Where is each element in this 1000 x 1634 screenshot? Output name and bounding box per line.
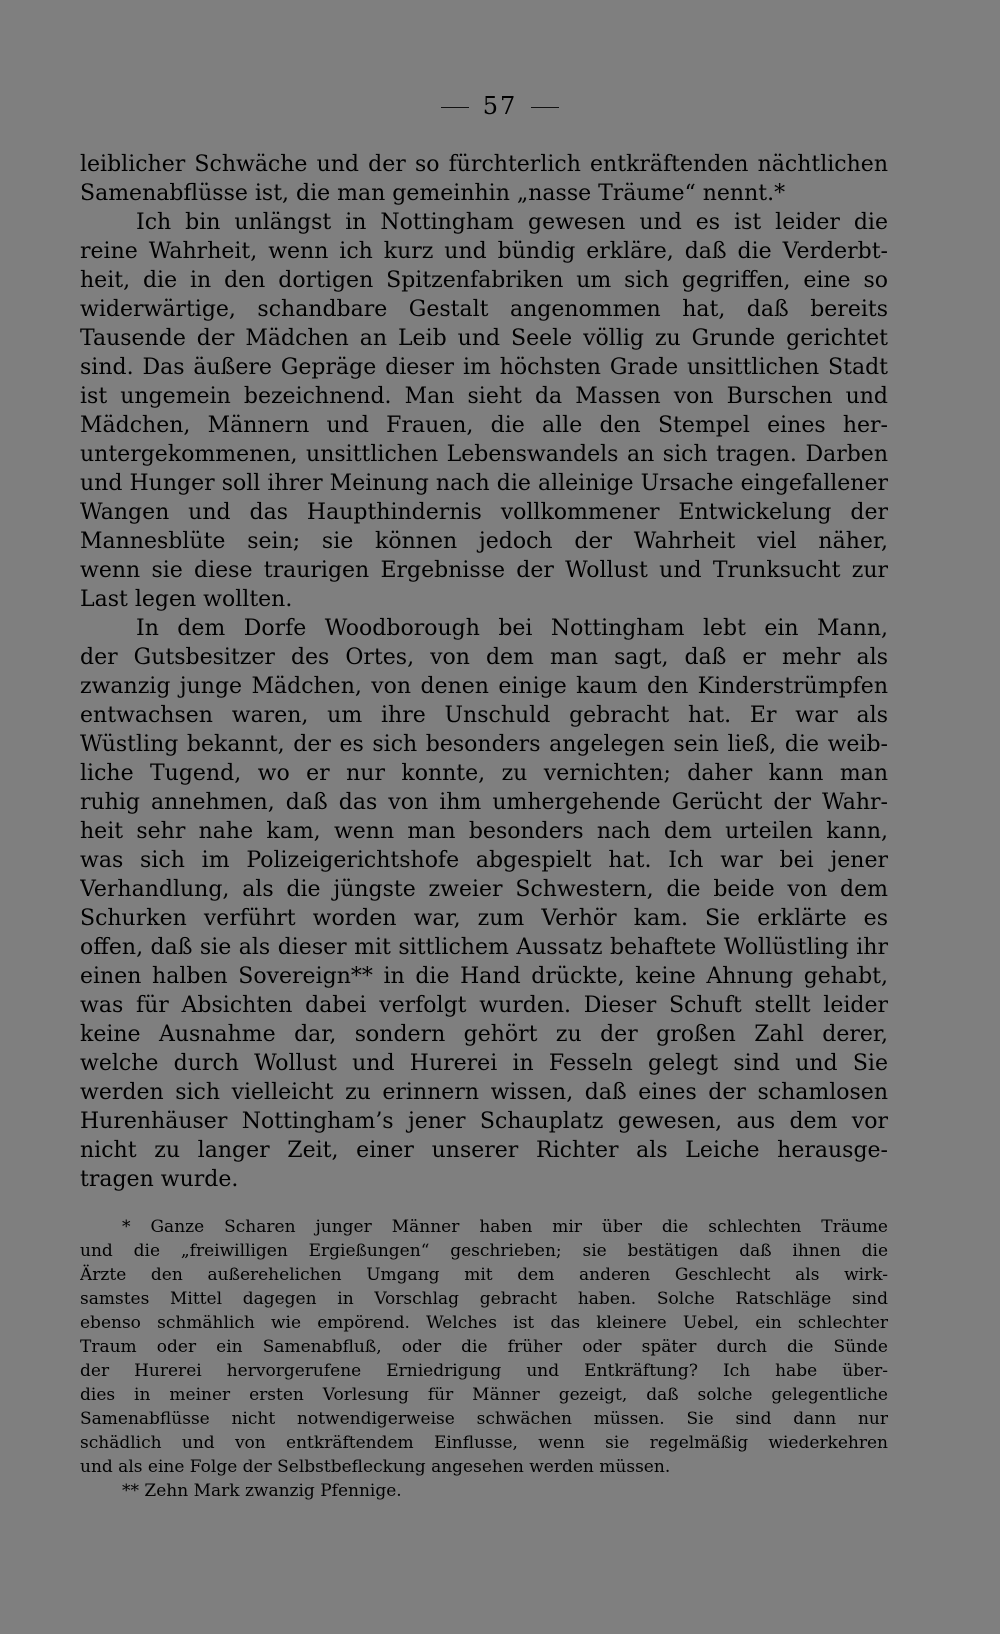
body-line: welche durch Wollust und Hurerei in Fesseln gelegt sind und Sie: [80, 1051, 888, 1076]
body-line: Mannesblüte sein; sie können jedoch der Wahrheit viel näher,: [80, 529, 888, 554]
body-line: einen halben Sovereign** in die Hand drückte, keine Ahnung gehabt,: [80, 964, 888, 989]
body-line: was für Absichten dabei verfolgt wurden. Dieser Schuft stellt leider: [80, 993, 888, 1018]
body-line: Verhandlung, als die jüngste zweier Schwestern, die beide von dem: [80, 877, 888, 902]
footnote-line: Samenabflüsse nicht notwendigerweise schwächen müssen. Sie sind dann nur: [80, 1409, 888, 1429]
body-line: Mädchen, Männern und Frauen, die alle den Stempel eines her-: [80, 413, 888, 438]
body-line: Wüstling bekannt, der es sich besonders angelegen sein ließ, die weib-: [80, 732, 888, 757]
body-line: Wangen und das Haupthindernis vollkommener Entwickelung der: [80, 500, 888, 525]
body-line: Tausende der Mädchen an Leib und Seele völlig zu Grunde gerichtet: [80, 326, 888, 351]
body-line: heit sehr nahe kam, wenn man besonders nach dem urteilen kann,: [80, 819, 888, 844]
footnote-line: Ärzte den außerehelichen Umgang mit dem anderen Geschlecht als wirk-: [80, 1265, 888, 1285]
body-line: entwachsen waren, um ihre Unschuld gebracht hat. Er war als: [80, 703, 888, 728]
footnote-line: und die „freiwilligen Ergießungen“ geschrieben; sie bestätigen daß ihnen die: [80, 1241, 888, 1261]
body-line: und Hunger soll ihrer Meinung nach die alleinige Ursache eingefallener: [80, 471, 888, 496]
body-line: In dem Dorfe Woodborough bei Nottingham lebt ein Mann,: [136, 616, 888, 641]
body-line: liche Tugend, wo er nur konnte, zu vernichten; daher kann man: [80, 761, 888, 786]
body-line: sind. Das äußere Gepräge dieser im höchsten Grade unsittlichen Stadt: [80, 355, 888, 380]
body-line: Hurenhäuser Nottingham’s jener Schauplatz gewesen, aus dem vor: [80, 1109, 888, 1134]
body-line: Ich bin unlängst in Nottingham gewesen und es ist leider die: [136, 210, 888, 235]
body-line: werden sich vielleicht zu erinnern wissen, daß eines der schamlosen: [80, 1080, 888, 1105]
body-line: nicht zu langer Zeit, einer unserer Richter als Leiche herausge-: [80, 1138, 888, 1163]
footnote-line: der Hurerei hervorgerufene Erniedrigung und Entkräftung? Ich habe über-: [80, 1361, 888, 1381]
body-line: reine Wahrheit, wenn ich kurz und bündig erkläre, daß die Verderbt-: [80, 239, 888, 264]
body-line: untergekommenen, unsittlichen Lebenswandels an sich tragen. Darben: [80, 442, 888, 467]
footnote-line: Traum oder ein Samenabfluß, oder die früher oder später durch die Sünde: [80, 1337, 888, 1357]
body-line: heit, die in den dortigen Spitzenfabriken um sich gegriffen, eine so: [80, 268, 888, 293]
body-line: zwanzig junge Mädchen, von denen einige kaum den Kinderstrümpfen: [80, 674, 888, 699]
footnote-line: und als eine Folge der Selbstbefleckung angesehen werden müssen.: [80, 1457, 671, 1477]
page-number-dash-left: [441, 107, 469, 108]
body-line: Last legen wollten.: [80, 587, 293, 612]
body-line: der Gutsbesitzer des Ortes, von dem man sagt, daß er mehr als: [80, 645, 888, 670]
body-line: wenn sie diese traurigen Ergebnisse der Wollust und Trunksucht zur: [80, 558, 888, 583]
page-number-dash-right: [531, 107, 559, 108]
footnote-line: * Ganze Scharen junger Männer haben mir über die schlechten Träume: [122, 1217, 888, 1237]
body-text: [80, 150, 888, 1194]
body-line: keine Ausnahme dar, sondern gehört zu der großen Zahl derer,: [80, 1022, 888, 1047]
body-line: widerwärtige, schandbare Gestalt angenommen hat, daß bereits: [80, 297, 888, 322]
body-line: Samenabflüsse ist, die man gemeinhin „nasse Träume“ nennt.*: [80, 181, 786, 206]
footnotes: [80, 1215, 888, 1503]
footnote-line: samstes Mittel dagegen in Vorschlag gebracht haben. Solche Ratschläge sind: [80, 1289, 888, 1309]
footnote-line: dies in meiner ersten Vorlesung für Männer gezeigt, daß solche gelegentliche: [80, 1385, 888, 1405]
body-line: leiblicher Schwäche und der so fürchterlich entkräftenden nächtlichen: [80, 152, 888, 177]
footnote-line: ebenso schmählich wie empörend. Welches ist das kleinere Uebel, ein schlechter: [80, 1313, 888, 1333]
body-line: Schurken verführt worden war, zum Verhör kam. Sie erklärte es: [80, 906, 888, 931]
body-line: ruhig annehmen, daß das von ihm umhergehende Gerücht der Wahr-: [80, 790, 888, 815]
body-line: tragen wurde.: [80, 1167, 239, 1192]
body-line: offen, daß sie als dieser mit sittlichem Aussatz behaftete Wollüstling ihr: [80, 935, 888, 960]
footnote-line: ** Zehn Mark zwanzig Pfennige.: [122, 1481, 402, 1501]
body-line: was sich im Polizeigerichtshofe abgespielt hat. Ich war bei jener: [80, 848, 888, 873]
page-number-header: [0, 92, 1000, 120]
body-line: ist ungemein bezeichnend. Man sieht da Massen von Burschen und: [80, 384, 888, 409]
page-number: 57: [482, 92, 518, 120]
footnote-line: schädlich und von entkräftendem Einflusse, wenn sie regelmäßig wiederkehren: [80, 1433, 888, 1453]
